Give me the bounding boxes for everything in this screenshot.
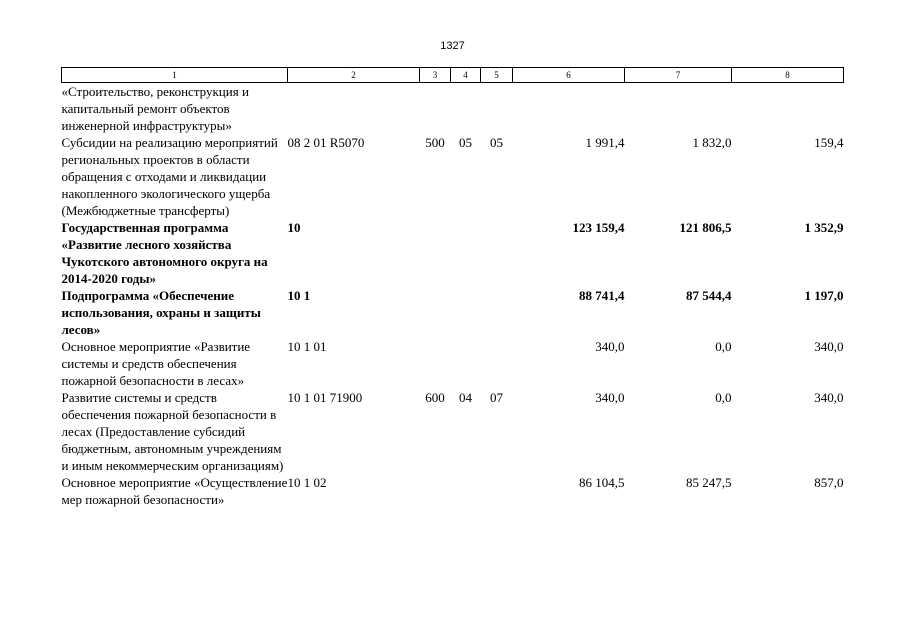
column-header: 8 (732, 68, 844, 83)
row-section: 600 (425, 390, 445, 405)
row-section (420, 287, 451, 338)
column-header: 5 (481, 68, 513, 83)
row-value-7: 0,0 (715, 339, 732, 354)
row-total: 1 991,4 (585, 135, 625, 150)
row-total: 123 159,4 (572, 220, 625, 235)
row-value-7: 121 806,5 (679, 220, 732, 235)
row-name: Государственная программа «Развитие лесного хозяйства Чукотского автономного округа на 2014-2020 годы» (61, 220, 268, 286)
row-section (420, 83, 451, 135)
row-value-8: 340,0 (814, 339, 844, 354)
column-header: 6 (513, 68, 625, 83)
row-subsection: 05 (459, 135, 472, 150)
row-code: 10 1 02 (287, 475, 327, 490)
row-code: 08 2 01 R5070 (287, 135, 365, 150)
row-value-8: 159,4 (814, 135, 844, 150)
row-name: Подпрограмма «Обеспечение использования, охраны и защиты лесов» (61, 288, 261, 337)
column-header: 7 (625, 68, 732, 83)
table-row (62, 219, 844, 287)
row-total: 86 104,5 (579, 475, 625, 490)
row-total: 340,0 (595, 390, 625, 405)
row-value-8: 1 352,9 (804, 220, 844, 235)
row-code: 10 1 01 71900 (287, 390, 363, 405)
row-value-7: 87 544,4 (686, 288, 732, 303)
row-subsection: 04 (459, 390, 472, 405)
row-value-8: 857,0 (814, 475, 844, 490)
table-row (62, 474, 844, 508)
row-code (288, 83, 420, 135)
row-code: 10 1 (287, 288, 311, 303)
row-value-7: 0,0 (715, 390, 732, 405)
column-header: 3 (420, 68, 451, 83)
row-subsection-2: 05 (490, 135, 503, 150)
row-name: «Строительство, реконструкция и капитальный ремонт объектов инженерной инфраструктуры» (61, 84, 249, 133)
column-header: 2 (288, 68, 420, 83)
row-total (513, 83, 625, 135)
row-name: Развитие системы и средств обеспечения пожарной безопасности в лесах (Предоставление субсидий бюджетным, автономным учреждениям и иным некоммерческим организациям) (61, 390, 284, 473)
row-subsection-2 (481, 338, 513, 389)
table-row (62, 389, 844, 474)
column-header: 4 (451, 68, 481, 83)
row-code: 10 1 01 (287, 339, 327, 354)
column-header: 1 (62, 68, 288, 83)
row-subsection (451, 474, 481, 508)
row-section: 500 (425, 135, 445, 150)
row-subsection (451, 219, 481, 287)
row-subsection-2 (481, 219, 513, 287)
row-value-8: 1 197,0 (804, 288, 844, 303)
row-code: 10 (287, 220, 301, 235)
row-section (420, 474, 451, 508)
table-row (62, 338, 844, 389)
row-name: Основное мероприятие «Осуществление мер пожарной безопасности» (61, 475, 288, 507)
row-section (420, 338, 451, 389)
table-row (62, 287, 844, 338)
row-subsection-2 (481, 474, 513, 508)
row-name: Субсидии на реализацию мероприятий региональных проектов в области обращения с отходами и ликвидации накопленного экологического ущерба (Межбюджетные трансферты) (61, 135, 278, 218)
budget-table (61, 67, 844, 508)
table-row (62, 83, 844, 135)
row-value-7 (625, 83, 732, 135)
row-subsection (451, 287, 481, 338)
row-total: 88 741,4 (579, 288, 625, 303)
row-total: 340,0 (595, 339, 625, 354)
row-section (420, 219, 451, 287)
page-number: 1327 (440, 40, 465, 52)
row-value-8 (732, 83, 844, 135)
row-subsection (451, 338, 481, 389)
row-subsection-2: 07 (490, 390, 503, 405)
row-name: Основное мероприятие «Развитие системы и средств обеспечения пожарной безопасности в лесах» (61, 339, 251, 388)
row-value-7: 1 832,0 (692, 135, 732, 150)
row-value-7: 85 247,5 (686, 475, 732, 490)
table-row (62, 134, 844, 219)
row-subsection-2 (481, 83, 513, 135)
column-number-header (62, 68, 844, 83)
row-subsection (451, 83, 481, 135)
row-value-8: 340,0 (814, 390, 844, 405)
row-subsection-2 (481, 287, 513, 338)
